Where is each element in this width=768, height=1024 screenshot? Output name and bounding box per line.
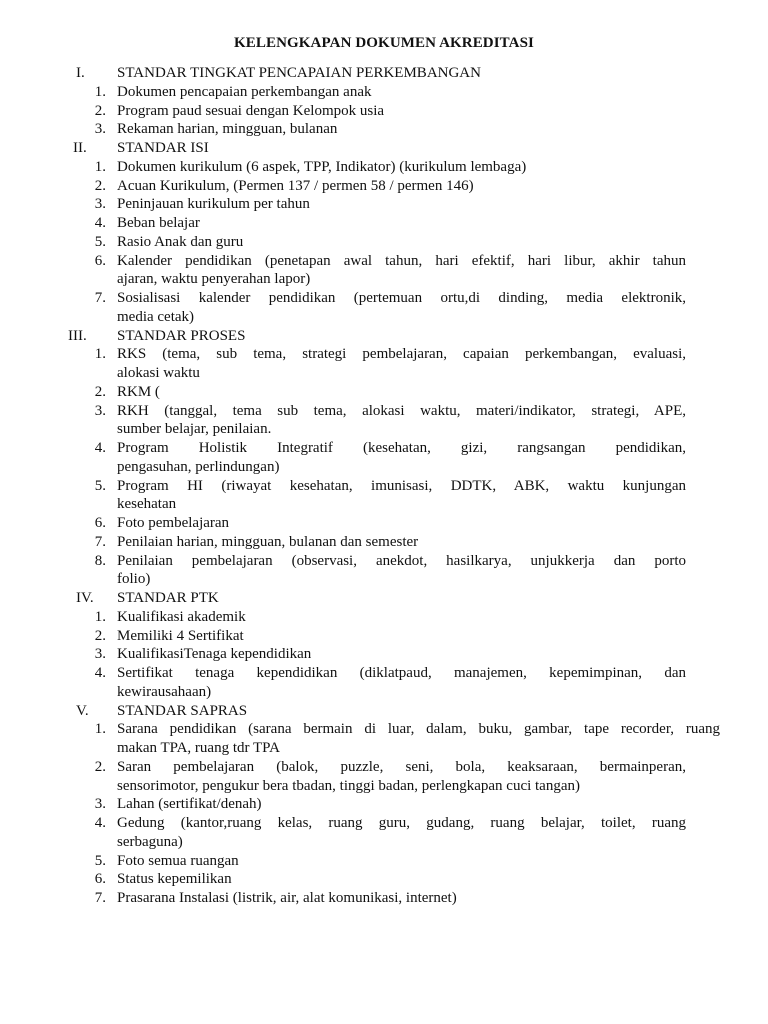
item-text: Dokumen kurikulum (6 aspek, TPP, Indikator) (kurikulum lembaga) bbox=[117, 158, 527, 175]
list-item bbox=[0, 214, 768, 233]
section-heading-row bbox=[0, 589, 768, 608]
item-text: Kualifikasi akademik bbox=[117, 608, 246, 625]
list-item bbox=[0, 645, 768, 664]
item-text: RKS (tema, sub tema, strategi pembelajaran, capaian perkembangan, evaluasi, bbox=[117, 346, 686, 363]
item-number: 5. bbox=[94, 852, 106, 869]
section-numeral: II. bbox=[73, 140, 87, 156]
item-number: 7. bbox=[94, 533, 106, 550]
item-number: 2. bbox=[94, 627, 106, 644]
list-item bbox=[0, 608, 768, 627]
list-item bbox=[0, 102, 768, 121]
list-item bbox=[0, 195, 768, 214]
item-text: Gedung (kantor,ruang kelas, ruang guru, gudang, ruang belajar, toilet, ruang bbox=[117, 815, 686, 831]
item-text: Foto semua ruangan bbox=[117, 852, 239, 869]
list-item bbox=[0, 514, 768, 533]
list-item-continuation bbox=[0, 683, 768, 702]
item-text: media cetak) bbox=[117, 308, 195, 325]
list-item-continuation bbox=[0, 833, 768, 852]
section-heading: STANDAR PROSES bbox=[117, 327, 246, 344]
section-heading: STANDAR PTK bbox=[117, 590, 219, 606]
list-item bbox=[0, 252, 768, 271]
item-text: ajaran, waktu penyerahan lapor) bbox=[117, 271, 311, 288]
list-item bbox=[0, 83, 768, 102]
list-item-continuation bbox=[0, 777, 768, 796]
section-numeral: IV. bbox=[76, 590, 94, 606]
list-item-continuation bbox=[0, 458, 768, 477]
section-heading: STANDAR ISI bbox=[117, 140, 209, 156]
item-text: Sarana pendidikan (sarana bermain di luar, dalam, buku, gambar, tape recorder, ruang bbox=[117, 721, 720, 738]
item-text: Sertifikat tenaga kependidikan (diklatpaud, manajemen, kepemimpinan, dan bbox=[117, 665, 686, 681]
item-number: 2. bbox=[94, 102, 106, 119]
list-item bbox=[0, 664, 768, 683]
item-text: Memiliki 4 Sertifikat bbox=[117, 627, 244, 644]
item-number: 1. bbox=[94, 83, 106, 100]
list-item bbox=[0, 402, 768, 421]
item-number: 5. bbox=[94, 477, 106, 494]
list-item bbox=[0, 795, 768, 814]
list-item bbox=[0, 477, 768, 496]
document-title: KELENGKAPAN DOKUMEN AKREDITASI bbox=[234, 35, 534, 51]
item-text: Lahan (sertifikat/denah) bbox=[117, 796, 262, 813]
section-heading-row bbox=[0, 139, 768, 158]
item-text: sensorimotor, pengukur bera tbadan, tinggi badan, perlengkapan cuci tangan) bbox=[117, 777, 580, 794]
item-text: Prasarana Instalasi (listrik, air, alat komunikasi, internet) bbox=[117, 890, 457, 906]
item-number: 2. bbox=[94, 177, 106, 194]
list-item bbox=[0, 345, 768, 364]
item-text: Acuan Kurikulum, (Permen 137 / permen 58 / permen 146) bbox=[117, 177, 474, 194]
list-item bbox=[0, 814, 768, 833]
section-numeral: V. bbox=[76, 702, 89, 719]
item-text: Saran pembelajaran (balok, puzzle, seni, bola, keaksaraan, bermainperan, bbox=[117, 758, 686, 775]
item-number: 7. bbox=[94, 290, 106, 306]
item-text: makan TPA, ruang tdr TPA bbox=[117, 740, 280, 756]
item-number: 3. bbox=[94, 796, 106, 813]
list-item bbox=[0, 439, 768, 458]
item-text: pengasuhan, perlindungan) bbox=[117, 458, 280, 475]
item-number: 6. bbox=[94, 252, 106, 269]
item-text: Kalender pendidikan (penetapan awal tahun, hari efektif, hari libur, akhir tahun bbox=[117, 252, 686, 269]
item-text: Penilaian harian, mingguan, bulanan dan semester bbox=[117, 533, 419, 550]
list-item bbox=[0, 120, 768, 139]
item-number: 7. bbox=[94, 890, 106, 906]
item-number: 2. bbox=[94, 758, 106, 775]
list-item bbox=[0, 852, 768, 871]
item-text: alokasi waktu bbox=[117, 365, 200, 381]
item-text: KualifikasiTenaga kependidikan bbox=[117, 646, 312, 663]
list-item bbox=[0, 889, 768, 908]
item-text: Program paud sesuai dengan Kelompok usia bbox=[117, 102, 385, 119]
item-number: 8. bbox=[94, 552, 106, 569]
list-item-continuation bbox=[0, 308, 768, 327]
section-heading: STANDAR SAPRAS bbox=[117, 702, 248, 719]
item-number: 3. bbox=[94, 646, 106, 663]
item-text: folio) bbox=[117, 571, 151, 588]
item-number: 3. bbox=[94, 196, 106, 213]
list-item bbox=[0, 627, 768, 646]
list-item bbox=[0, 552, 768, 571]
item-text: Beban belajar bbox=[117, 215, 200, 231]
section-heading: STANDAR TINGKAT PENCAPAIAN PERKEMBANGAN bbox=[117, 65, 481, 81]
item-text: serbaguna) bbox=[117, 833, 183, 850]
item-number: 3. bbox=[94, 402, 106, 419]
list-item bbox=[0, 289, 768, 308]
list-item bbox=[0, 533, 768, 552]
item-number: 6. bbox=[94, 515, 106, 531]
section-numeral: III. bbox=[68, 327, 87, 344]
list-item-continuation bbox=[0, 364, 768, 383]
item-number: 4. bbox=[94, 440, 106, 456]
item-text: Peninjauan kurikulum per tahun bbox=[117, 196, 310, 213]
item-text: RKM ( bbox=[117, 383, 160, 400]
list-item-continuation bbox=[0, 270, 768, 289]
list-item bbox=[0, 870, 768, 889]
item-text: Status kepemilikan bbox=[117, 871, 232, 888]
item-text: Rasio Anak dan guru bbox=[117, 233, 244, 250]
item-number: 2. bbox=[94, 383, 106, 400]
item-text: Dokumen pencapaian perkembangan anak bbox=[117, 83, 372, 100]
item-text: kewirausahaan) bbox=[117, 683, 212, 700]
item-number: 4. bbox=[94, 215, 106, 231]
item-text: Program HI (riwayat kesehatan, imunisasi, DDTK, ABK, waktu kunjungan bbox=[117, 477, 686, 494]
item-text: Program Holistik Integratif (kesehatan, gizi, rangsangan pendidikan, bbox=[117, 440, 686, 456]
item-number: 5. bbox=[94, 233, 106, 250]
item-text: sumber belajar, penilaian. bbox=[117, 421, 272, 438]
list-item-continuation bbox=[0, 739, 768, 758]
section-heading-row bbox=[0, 64, 768, 83]
list-item bbox=[0, 158, 768, 177]
item-number: 1. bbox=[94, 158, 106, 175]
list-item bbox=[0, 233, 768, 252]
list-item bbox=[0, 383, 768, 402]
section-heading-row bbox=[0, 327, 768, 346]
list-item-continuation bbox=[0, 420, 768, 439]
section-numeral: I. bbox=[76, 65, 85, 81]
item-text: Rekaman harian, mingguan, bulanan bbox=[117, 121, 338, 138]
item-text: Penilaian pembelajaran (observasi, anekdot, hasilkarya, unjukkerja dan porto bbox=[117, 552, 686, 569]
item-text: Sosialisasi kalender pendidikan (pertemuan ortu,di dinding, media elektronik, bbox=[117, 290, 686, 306]
list-item bbox=[0, 177, 768, 196]
item-text: RKH (tanggal, tema sub tema, alokasi waktu, materi/indikator, strategi, APE, bbox=[117, 402, 686, 419]
list-item-continuation bbox=[0, 570, 768, 589]
item-number: 6. bbox=[94, 871, 106, 888]
item-number: 4. bbox=[94, 665, 106, 681]
list-item bbox=[0, 758, 768, 777]
item-number: 1. bbox=[94, 346, 106, 363]
item-number: 4. bbox=[94, 815, 106, 831]
section-heading-row bbox=[0, 702, 768, 721]
list-item bbox=[0, 720, 768, 739]
item-number: 3. bbox=[94, 121, 106, 138]
item-number: 1. bbox=[94, 608, 106, 625]
item-text: kesehatan bbox=[117, 496, 177, 513]
list-item-continuation bbox=[0, 495, 768, 514]
item-text: Foto pembelajaran bbox=[117, 515, 230, 531]
item-number: 1. bbox=[94, 721, 106, 738]
